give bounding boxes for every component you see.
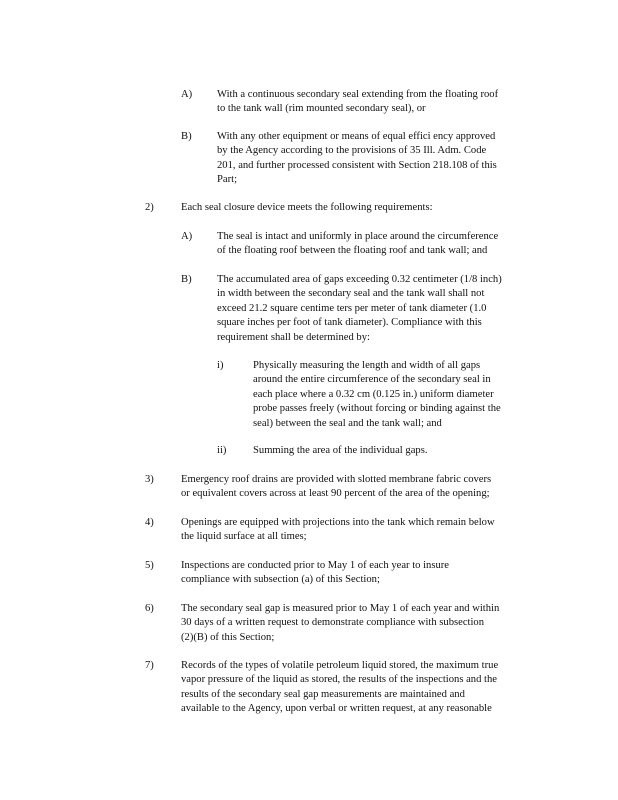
item-label: 7) — [145, 660, 154, 671]
item-text: Inspections are conducted prior to May 1 of each year to insure compliance with subsection (a) of this Section; — [181, 560, 449, 586]
item-text: The accumulated area of gaps exceeding 0.32 centimeter (1/8 inch) in width between the secondary seal and the tank wall shall not exceed 21.2 square centime ters per meter of tank diameter (1.0 square inches per foot of tank diameter). Compliance with this requirement shall be determined by: — [217, 274, 502, 343]
item-label: 3) — [145, 474, 154, 485]
item-text: The secondary seal gap is measured prior to May 1 of each year and within 30 days of a written request to demonstrate compliance with subsection (2)(B) of this Section; — [181, 603, 500, 643]
item-text: Openings are equipped with projections into the tank which remain below the liquid surface at all times; — [181, 517, 495, 543]
item-text: With a continuous secondary seal extending from the floating roof to the tank wall (rim mounted secondary seal), or — [217, 89, 499, 115]
item-text: Each seal closure device meets the following requirements: — [181, 202, 433, 213]
item-label: 4) — [145, 517, 154, 528]
item-text: With any other equipment or means of equal effici ency approved by the Agency according to the provisions of 35 Ill. Adm. Code 201, and further processed consistent with Section 218.108 of this Part; — [217, 131, 497, 186]
item-text: Summing the area of the individual gaps. — [253, 445, 428, 456]
item-label: B) — [181, 274, 192, 285]
item-text: Physically measuring the length and width of all gaps around the entire circumference of the secondary seal in each place where a 0.32 cm (0.125 in.) uniform diameter probe passes freely (without forcing or binding against the seal) between the seal and the tank wall; and — [253, 360, 501, 429]
item-label: A) — [181, 89, 193, 100]
item-label: 5) — [145, 560, 154, 571]
item-label: 6) — [145, 603, 154, 614]
item-label: 2) — [145, 202, 154, 213]
item-text: The seal is intact and uniformly in place around the circumference of the floating roof between the floating roof and tank wall; and — [217, 231, 499, 257]
item-label: i) — [217, 360, 224, 371]
item-text: Emergency roof drains are provided with slotted membrane fabric covers or equivalent covers across at least 90 percent of the area of the opening; — [181, 474, 492, 500]
item-label: B) — [181, 131, 192, 142]
item-text: Records of the types of volatile petroleum liquid stored, the maximum true vapor pressure of the liquid as stored, the results of the inspections and the results of the secondary seal gap measurements are maintained and available to the Agency, upon verbal or written request, at any reasonable — [181, 660, 499, 715]
item-label: ii) — [217, 445, 227, 456]
item-label: A) — [181, 231, 193, 242]
